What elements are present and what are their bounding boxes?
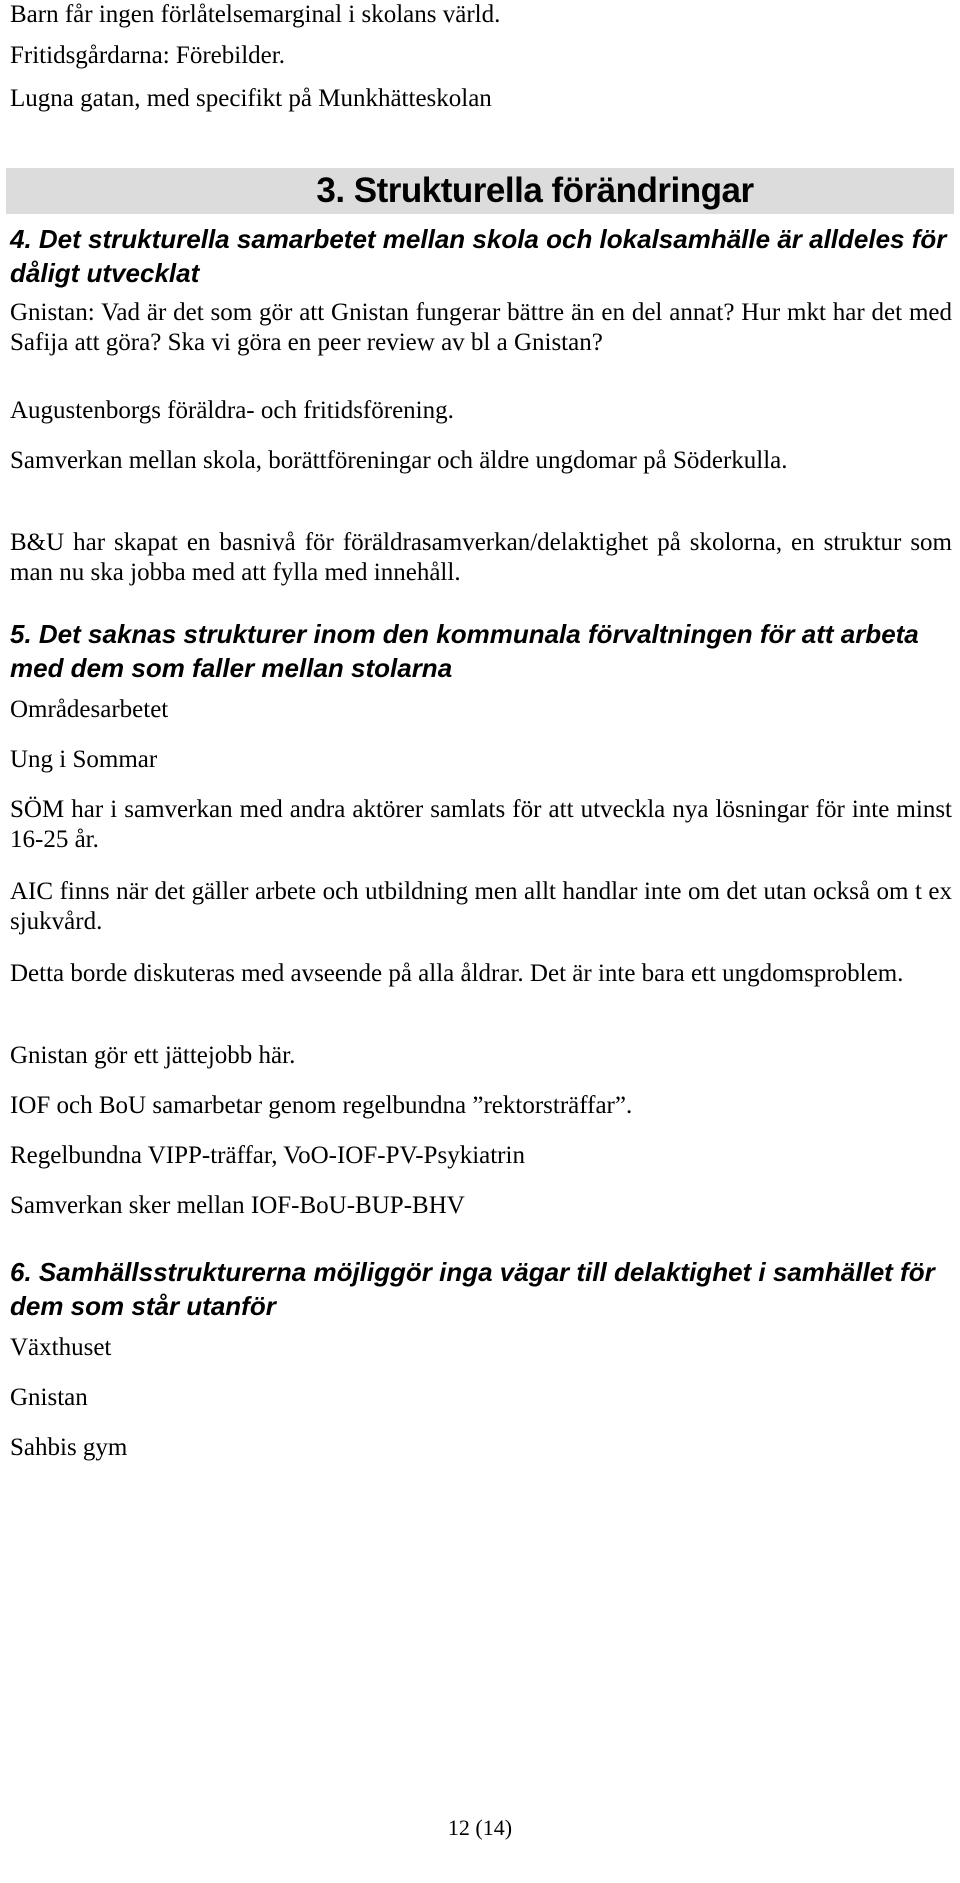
page-number: 12 (14)	[447, 1815, 513, 1840]
section-banner	[6, 168, 954, 214]
paragraph: Regelbundna VIPP-träffar, VoO-IOF-PV-Psykiatrin	[10, 1142, 525, 1169]
section-title: 3. Strukturella förändringar	[316, 171, 754, 210]
paragraph: Områdesarbetet	[10, 696, 169, 723]
section-6-heading: 6. Samhällsstrukturerna möjliggör inga vägar till delaktighet i samhället för dem som står utanför	[10, 1257, 935, 1321]
paragraph: Gnistan	[10, 1384, 88, 1411]
top-item: Barn får ingen förlåtelsemarginal i skolans värld.	[10, 1, 501, 28]
paragraph: Gnistan: Vad är det som gör att Gnistan fungerar bättre än en del annat? Hur mkt har det med Safija att göra? Ska vi göra en peer review av bl a Gnistan?	[10, 299, 952, 356]
paragraph: SÖM har i samverkan med andra aktörer samlats för att utveckla nya lösningar för inte minst 16-25 år.	[10, 796, 952, 853]
paragraph: AIC finns när det gäller arbete och utbildning men allt handlar inte om det utan också om t ex sjukvård.	[10, 878, 952, 935]
paragraph: B&U har skapat en basnivå för föräldrasamverkan/delaktighet på skolorna, en struktur som man nu ska jobba med att fylla med innehåll.	[10, 529, 952, 586]
section-4-heading: 4. Det strukturella samarbetet mellan skola och lokalsamhälle är alldeles för dåligt utvecklat	[10, 224, 947, 288]
paragraph: Detta borde diskuteras med avseende på alla åldrar. Det är inte bara ett ungdomsproblem.	[10, 960, 904, 987]
section-5-heading: 5. Det saknas strukturer inom den kommunala förvaltningen för att arbeta med dem som faller mellan stolarna	[10, 619, 919, 683]
paragraph: Gnistan gör ett jättejobb här.	[10, 1042, 296, 1069]
paragraph: Samverkan sker mellan IOF-BoU-BUP-BHV	[10, 1192, 465, 1219]
top-item: Lugna gatan, med specifikt på Munkhätteskolan	[10, 85, 492, 112]
top-item: Fritidsgårdarna: Förebilder.	[10, 42, 285, 69]
paragraph: IOF och BoU samarbetar genom regelbundna ”rektorsträffar”.	[10, 1092, 633, 1119]
paragraph: Samverkan mellan skola, borättföreningar och äldre ungdomar på Söderkulla.	[10, 447, 788, 474]
paragraph: Sahbis gym	[10, 1434, 128, 1461]
paragraph: Ung i Sommar	[10, 746, 158, 773]
paragraph: Augustenborgs föräldra- och fritidsförening.	[10, 397, 454, 424]
paragraph: Växthuset	[10, 1334, 112, 1361]
